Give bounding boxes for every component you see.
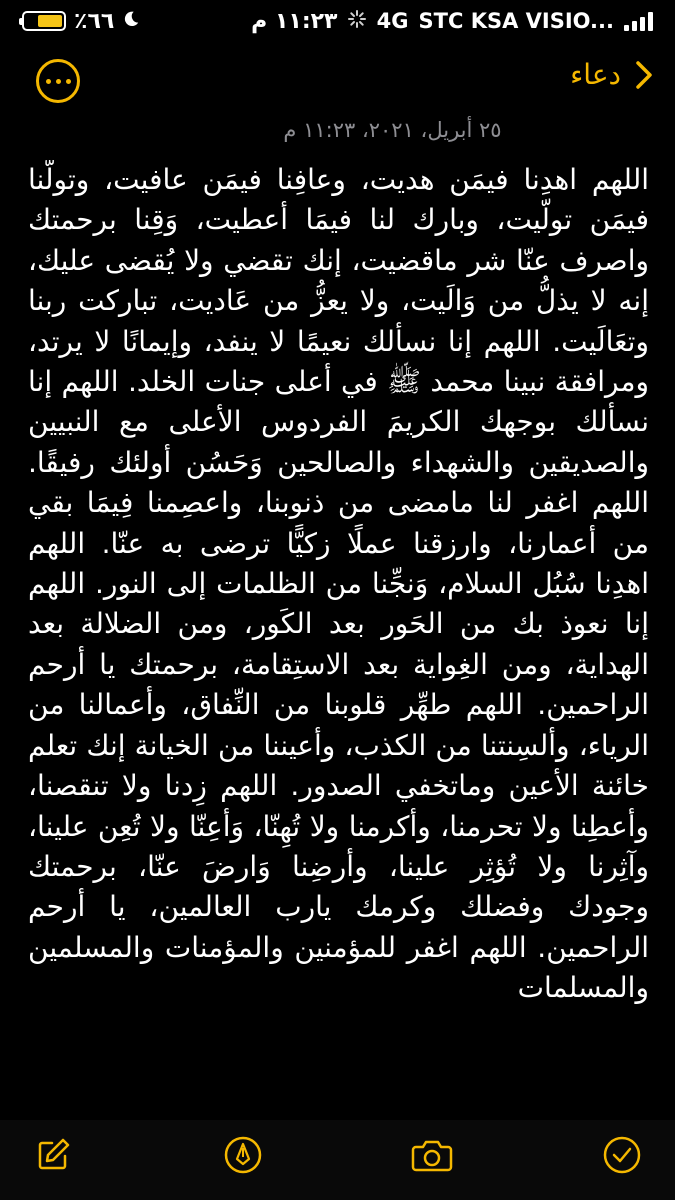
ellipsis-circle-icon[interactable] xyxy=(36,59,80,103)
camera-icon xyxy=(410,1135,454,1175)
camera-button[interactable] xyxy=(409,1132,455,1178)
back-button[interactable] xyxy=(570,58,653,91)
note-body-text[interactable]: اللهم اهدِنا فيمَن هديت، وعافِنا فيمَن عافيت، وتولّنا فيمَن تولّيت، وبارك لنا فيمَا أعطيت، وَقِنا برحمتك واصرف عنّا شر ماقضيت، إنك تقضي ولا يُقضى عليك، إنه لا يذلُّ من وَالَيت، ولا يعزُّ من عَاديت، تباركت ربنا وتعَالَيت. اللهم إنا نسألك نعيمًا لا ينفد، وإيمانًا لا يرتد، ومرافقة نبينا محمد ﷺ في أعلى جنات الخلد. اللهم إنا نسألك بوجهك الكريمَ الفردوس الأعلى مع النبيين والصديقين والشهداء والصالحين وَحَسُن أولئك رفيقًا. اللهم اغفر لنا مامضى من ذنوبنا، واعصِمنا فِيمَا بقي من أعمارنا، وارزقنا عملًا زكيًّا ترضى به عنّا. اللهم اهدِنا سُبُل السلام، وَنجِّنا من الظلمات إلى النور. اللهم إنا نعوذ بك من الحَور بعد الكَور، ومن الضلالة بعد الهداية، ومن الغِواية بعد الاستِقامة، برحمتك يا أرحم الراحمين. اللهم طهِّر قلوبنا من النِّفاق، وأعمالنا من الرياء، وألسِنتنا من الكذب، وأعيننا من الخيانة إنك تعلم خائنة الأعين وماتخفي الصدور. اللهم زِدنا ولا تنقصنا، وأعطِنا ولا تحرمنا، وأكرمنا ولا تُهِنّا، وَأعِنّا ولا تُعِن علينا، وآثِرنا ولا تُؤثِر علينا، وأرضِنا وَارضَ عنّا، برحمتك وجودك وفضلك وكرمك يارب العالمين، يا أرحم الراحمين. اللهم اغفر للمؤمنين والمؤمنات والمسلمين والمسلمات xyxy=(28,163,649,1005)
bottom-toolbar xyxy=(0,1120,675,1200)
battery-icon xyxy=(22,11,66,31)
note-date: ٢٥ أبريل، ٢٠٢١، ١١:٢٣ م xyxy=(283,118,502,142)
checkmark-circle-icon xyxy=(602,1135,642,1175)
network-type: 4G xyxy=(376,9,409,33)
chevron-back-icon xyxy=(635,60,653,90)
checklist-button[interactable] xyxy=(599,1132,645,1178)
status-bar xyxy=(0,0,675,42)
back-label: دعاء xyxy=(570,58,621,91)
compose-button[interactable] xyxy=(30,1132,76,1178)
carrier-name: STC KSA VISIO... xyxy=(418,9,614,33)
compose-icon xyxy=(34,1136,72,1174)
activity-spinner-icon xyxy=(347,9,367,34)
battery-fill xyxy=(38,15,62,27)
pen-tip-circle-icon xyxy=(223,1135,263,1175)
network-group xyxy=(347,9,653,34)
battery-percent: ٪٦٦ xyxy=(74,8,115,34)
moon-icon xyxy=(122,9,140,34)
signal-bars-icon xyxy=(624,11,653,31)
navigation-bar xyxy=(0,52,675,110)
clock: ١١:٢٣ م xyxy=(251,8,338,34)
battery-group xyxy=(22,9,242,34)
markup-button[interactable] xyxy=(220,1132,266,1178)
